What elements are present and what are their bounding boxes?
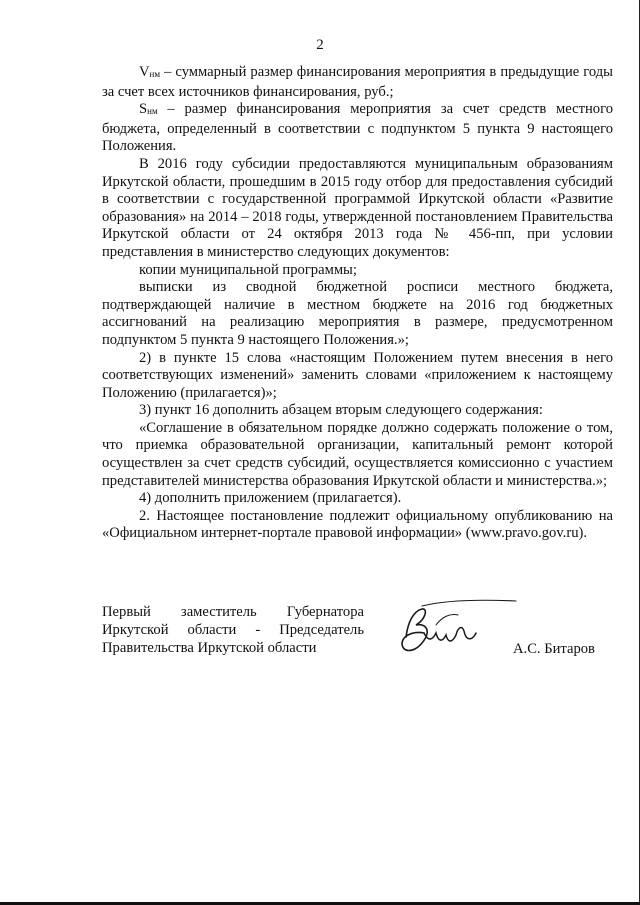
- paragraph-budget-extract: выписки из сводной бюджетной росписи местного бюджета, подтверждающей наличие в местном бюджете на 2016 год бюджетных ассигнований на реализацию мероприятия в размере, предусмотренном подпунктом 5 пункта 9 настоящего Положения.»;: [102, 279, 613, 348]
- paragraph-publication: 2. Настоящее постановление подлежит официальному опубликованию на «Официальном интернет-портале правовой информации» (www.pravo.gov.ru).: [102, 507, 613, 542]
- subscript-nm: нм: [147, 106, 158, 117]
- paragraph-text: – суммарный размер финансирования мероприятия в предыдущие годы за счет всех источников финансирования, руб.;: [102, 64, 613, 100]
- signer-name: А.С. Битаров: [513, 641, 595, 657]
- page-number: 2: [316, 37, 324, 53]
- subscript-nm: нм: [149, 69, 161, 79]
- signature-title-line: Первый заместитель Губернатора: [102, 604, 364, 620]
- symbol-v: V: [139, 64, 150, 80]
- paragraph-program-copies: копии муниципальной программы;: [139, 261, 357, 278]
- paragraph-item-3: 3) пункт 16 дополнить абзацем вторым следующего содержания:: [139, 402, 543, 419]
- paragraph-agreement-quote: «Соглашение в обязательном порядке должно содержать положение о том, что приемка образовательной организации, капитальный ремонт которой осуществлен за счет средств субсидий, осуществляется комиссионно с участием представителей министерства образования Иркутской области и министерства.»;: [102, 419, 613, 489]
- signature-title-line: Правительства Иркутской области: [102, 640, 317, 656]
- paragraph-item-4: 4) дополнить приложением (прилагается).: [139, 490, 402, 507]
- paragraph-item-2: 2) в пункте 15 слова «настоящим Положением путем внесения в него соответствующих изменений» заменить словами «приложением к настоящему Положению (прилагается)»;: [102, 349, 613, 401]
- handwritten-signature: [392, 597, 522, 667]
- signature-title-block: [102, 603, 364, 657]
- paragraph-subsidies-2016: В 2016 году субсидии предоставляются муниципальным образованиям Иркутской области, прошедшим в 2015 году отбор для предоставления субсидий в соответствии с государственной программой Иркутской области «Развитие образования» на 2014 – 2018 годы, утвержденной постановлением Правительства Иркутской области от 24 октября 2013 года № 456-пп, при условии представления в министерство следующих документов:: [102, 155, 613, 260]
- symbol-s: S: [139, 101, 148, 118]
- paragraph-s-definition: [102, 101, 613, 156]
- paragraph-text: – размер финансирования мероприятия за счет средств местного бюджета, определенный в соответствии с подпунктом 5 пункта 9 настоящего Положения.: [102, 101, 613, 155]
- signature-title-line: Иркутской области - Председатель: [102, 622, 364, 638]
- document-body: [102, 64, 613, 543]
- paragraph-v-definition: [102, 64, 613, 101]
